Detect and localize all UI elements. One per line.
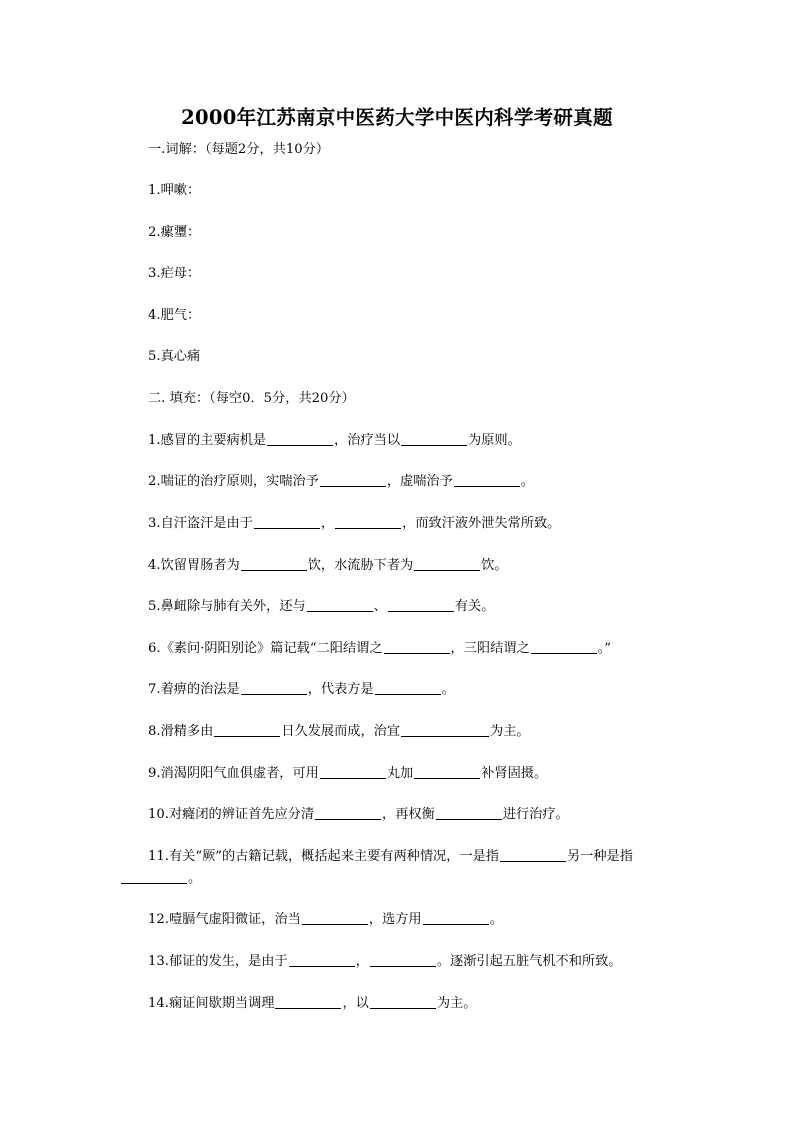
item-text: 。 [520, 474, 534, 489]
answer-blank[interactable] [436, 818, 502, 820]
answer-blank[interactable] [254, 527, 320, 529]
fill-item-10 [148, 805, 569, 825]
answer-blank[interactable] [375, 693, 441, 695]
term-item-2: 2.瘰瓕： [148, 225, 201, 240]
fill-item-2 [148, 472, 534, 492]
answer-blank[interactable] [531, 652, 597, 654]
answer-blank[interactable] [414, 777, 480, 779]
item-text: 1.感冒的主要病机是 [148, 433, 267, 448]
section2-heading: 二. 填充：（每空0．5分，共20分） [148, 391, 355, 406]
item-text: ，代表方是 [307, 682, 374, 697]
answer-blank[interactable] [384, 652, 450, 654]
item-text: 饮，水流胁下者为 [307, 558, 414, 573]
fill-item-5 [148, 597, 494, 617]
answer-blank[interactable] [302, 923, 368, 925]
answer-blank[interactable] [388, 610, 454, 612]
answer-blank[interactable] [454, 485, 520, 487]
term-item-4: 4.肥气： [148, 308, 201, 323]
answer-blank[interactable] [121, 882, 187, 884]
item-text: 为主。 [490, 724, 530, 739]
item-text: 补肾固摄。 [481, 766, 548, 781]
item-text: ，以 [342, 996, 369, 1011]
answer-blank[interactable] [335, 527, 401, 529]
item-text: 饮。 [481, 558, 508, 573]
answer-blank[interactable] [401, 444, 467, 446]
item-text: 进行治疗。 [502, 807, 569, 822]
item-text: 。 [441, 682, 455, 697]
answer-blank[interactable] [275, 1007, 341, 1009]
item-text: ，而致汗液外泄失常所致。 [402, 516, 561, 531]
item-text: 4.饮留胃肠者为 [148, 558, 240, 573]
item-text: 另一种是指 [566, 849, 633, 864]
item-text: 。逐渐引起五脏气机不和所致。 [436, 954, 622, 969]
fill-item-4 [148, 556, 508, 576]
answer-blank[interactable] [307, 610, 373, 612]
page-title: 2000年江苏南京中医药大学中医内科学考研真题 [181, 106, 613, 129]
item-text: ， [355, 954, 369, 969]
item-text: 3.自汗盗汗是由于 [148, 516, 253, 531]
answer-blank[interactable] [214, 735, 280, 737]
item-text: 。” [597, 641, 611, 656]
item-text: 2.喘证的治疗原则，实喘治予 [148, 474, 319, 489]
answer-blank[interactable] [267, 444, 333, 446]
item-text: ，治疗当以 [334, 433, 401, 448]
section1-heading: 一.词解：（每题2分，共10分） [148, 142, 330, 157]
term-item-1: 1.呷嗽： [148, 183, 201, 198]
item-text: 。 [188, 871, 202, 886]
item-text: 、 [373, 599, 387, 614]
item-text: 11.有关“厥”的古籍记载，概括起来主要有两种情况，一是指 [148, 849, 499, 864]
term-item-5: 5.真心痛 [148, 349, 201, 364]
answer-blank[interactable] [320, 777, 386, 779]
fill-item-13 [148, 952, 621, 972]
answer-blank[interactable] [289, 965, 355, 967]
answer-blank[interactable] [423, 923, 489, 925]
item-text: 12.噎膈气虚阳微证，治当 [148, 912, 301, 927]
item-text: 丸加 [386, 766, 414, 781]
item-text: ，再权衡 [382, 807, 435, 822]
item-text: 5.鼻衄除与肺有关外，还与 [148, 599, 306, 614]
item-text: 。 [489, 912, 503, 927]
item-text: 8.滑精多由 [148, 724, 214, 739]
answer-blank[interactable] [320, 485, 386, 487]
term-item-3: 3.疟母： [148, 266, 201, 281]
answer-blank[interactable] [370, 1007, 436, 1009]
item-text: 为原则。 [468, 433, 521, 448]
item-text: ， [320, 516, 335, 531]
fill-item-8 [148, 722, 530, 742]
fill-item-14 [148, 994, 476, 1014]
fill-item-1 [148, 431, 521, 451]
fill-item-12 [148, 910, 503, 930]
fill-item-7 [148, 680, 455, 700]
item-text: ，虚喘治予 [386, 474, 453, 489]
answer-blank[interactable] [241, 693, 307, 695]
fill-item-11-continuation [120, 869, 201, 889]
item-text: 6.《素问·阴阳别论》篇记载“二阳结谓之 [148, 641, 383, 656]
fill-item-6 [148, 639, 611, 659]
item-text: 7.着痹的治法是 [148, 682, 240, 697]
answer-blank[interactable] [500, 860, 566, 862]
item-text: 13.郁证的发生，是由于 [148, 954, 288, 969]
item-text: 日久发展而成，治宜 [281, 724, 401, 739]
item-text: 14.痫证间歇期当调理 [148, 996, 275, 1011]
item-text: ，选方用 [368, 912, 422, 927]
answer-blank[interactable] [241, 569, 307, 571]
item-text: 为主。 [436, 996, 477, 1011]
fill-item-9 [148, 764, 547, 784]
answer-blank[interactable] [370, 965, 436, 967]
item-text: ，三阳结谓之 [450, 641, 530, 656]
answer-blank[interactable] [414, 569, 480, 571]
item-text: 10.对癃闭的辨证首先应分清 [148, 807, 315, 822]
answer-blank[interactable] [315, 818, 381, 820]
answer-blank[interactable] [401, 735, 489, 737]
fill-item-3 [148, 514, 560, 534]
item-text: 有关。 [454, 599, 495, 614]
item-text: 9.消渴阴阳气血俱虚者，可用 [148, 766, 319, 781]
fill-item-11 [148, 847, 633, 867]
